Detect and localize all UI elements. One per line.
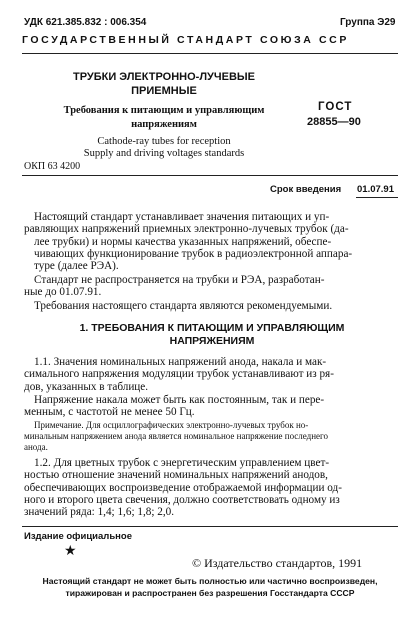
effective-date-underline xyxy=(356,197,398,198)
text-line: Настоящий стандарт устанавливает значения питающих и уп- xyxy=(34,211,330,223)
footer-rule xyxy=(22,526,398,527)
title-line-1: ТРУБКИ ЭЛЕКТРОННО-ЛУЧЕВЫЕ xyxy=(72,71,256,83)
text-line: менным, с частотой не менее 50 Гц. xyxy=(24,406,195,419)
intro-paragraph-2 xyxy=(24,274,392,299)
star-icon: ★ xyxy=(64,544,77,559)
text-line: симального напряжения модуляции трубок устанавливают из ря- xyxy=(24,368,334,381)
text-line: чивающих функционирование трубок в радиоэлектронной аппара- xyxy=(34,247,353,260)
clause-1-2 xyxy=(24,457,392,518)
text-line: 1.2. Для цветных трубок с энергетическим управлением цвет- xyxy=(34,457,330,469)
text-line: Стандарт не распространяется на трубки и РЭА, разработан- xyxy=(34,274,325,286)
section-1-heading-line-2: НАПРЯЖЕНИЯМ xyxy=(169,335,255,347)
text-line: ного и второго цвета свечения, должно соответствовать одному из xyxy=(24,493,340,506)
text-line: обеспечивающих воспроизведение отображаемой информации од- xyxy=(24,481,342,494)
udk-code: УДК 621.385.832 : 006.354 xyxy=(24,17,147,28)
gost-number: 28855—90 xyxy=(307,116,361,128)
intro-paragraph-3 xyxy=(24,300,392,312)
title-line-2: ПРИЕМНЫЕ xyxy=(131,85,197,97)
text-line: Примечание. Для осциллографических электронно-лучевых трубок но- xyxy=(34,420,309,430)
official-edition-label: Издание официальное xyxy=(24,531,132,542)
effective-date-value: 01.07.91 xyxy=(357,184,394,195)
text-line: значений ряда: 1,4; 1,6; 1,8; 2,0. xyxy=(24,506,175,519)
text-line: туре (далее РЭА). xyxy=(34,260,119,273)
text-line: ностью отношение значений номинальных напряжений анодов, xyxy=(24,469,328,482)
section-1-heading-line-1: 1. ТРЕБОВАНИЯ К ПИТАЮЩИМ И УПРАВЛЯЮЩИМ xyxy=(79,322,345,334)
effective-date-label: Срок введения xyxy=(270,184,342,195)
text-line: ные до 01.07.91. xyxy=(24,286,102,299)
english-title-line-2: Supply and driving voltages standards xyxy=(83,148,245,159)
reproduction-notice-line-1: Настоящий стандарт не может быть полностью или частично воспроизведен, xyxy=(42,576,378,586)
text-line: Требования настоящего стандарта являются рекомендуемыми. xyxy=(34,300,333,312)
heater-voltage-paragraph xyxy=(24,394,392,419)
header-rule xyxy=(22,53,398,54)
subtitle-line-2: напряжениям xyxy=(131,119,197,130)
text-line: анода. xyxy=(24,441,48,452)
english-title-line-1: Cathode-ray tubes for reception xyxy=(97,136,231,147)
title-rule xyxy=(22,175,398,176)
text-line: Напряжение накала может быть как постоянным, так и пере- xyxy=(34,394,325,406)
group-code: Группа Э29 xyxy=(340,17,396,28)
intro-paragraph-1 xyxy=(24,211,392,272)
reproduction-notice-line-2: тиражирован и распространен без разрешения Госстандарта СССР xyxy=(65,588,355,598)
text-line: дов, указанных в таблице. xyxy=(24,380,149,393)
text-line: минальным напряжением анода является номинальное напряжение последнего xyxy=(24,430,329,441)
note-paragraph xyxy=(24,420,392,452)
subtitle-line-1: Требования к питающим и управляющим xyxy=(63,105,265,116)
okp-code: ОКП 63 4200 xyxy=(24,161,81,172)
text-line: равляющих напряжений приемных электронно-лучевых трубок (да- xyxy=(24,223,349,236)
text-line: 1.1. Значения номинальных напряжений анода, накала и мак- xyxy=(34,356,327,368)
clause-1-1 xyxy=(24,356,392,393)
state-standard-banner: ГОСУДАРСТВЕННЫЙ СТАНДАРТ СОЮЗА ССР xyxy=(22,34,349,46)
gost-label: ГОСТ xyxy=(318,101,353,113)
text-line: лее трубки) и нормы качества указанных напряжений, обеспе- xyxy=(34,235,332,248)
copyright-notice: © Издательство стандартов, 1991 xyxy=(192,556,363,570)
